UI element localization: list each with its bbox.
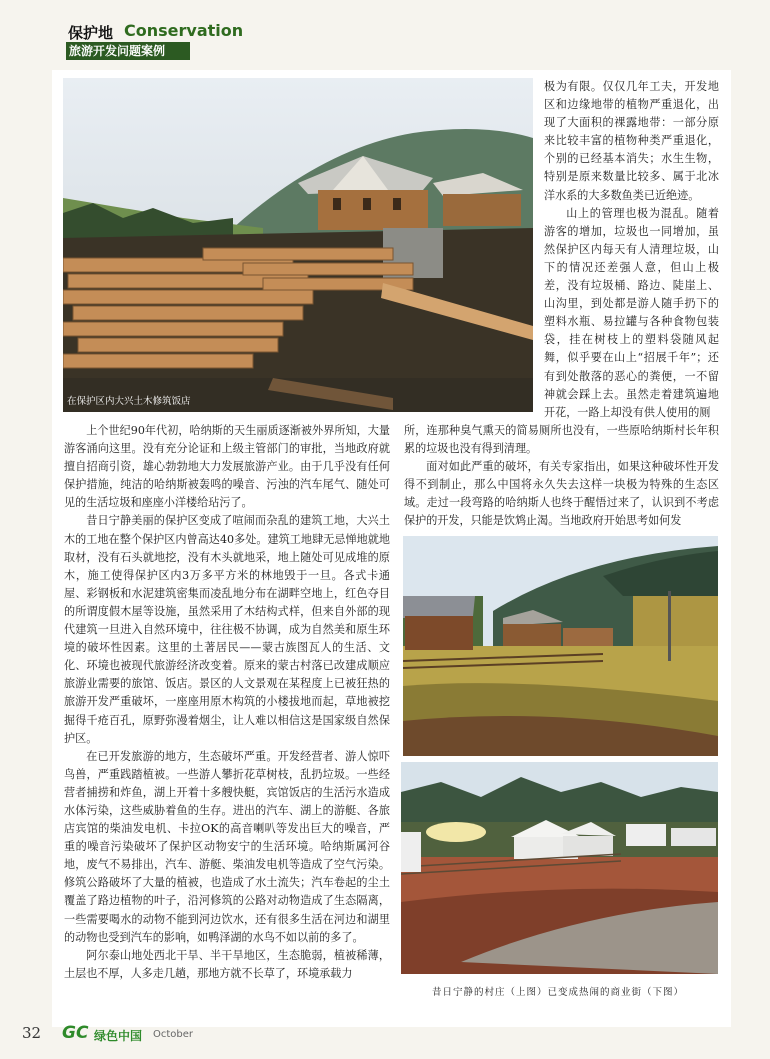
magazine-logo: GC bbox=[62, 1023, 89, 1043]
magazine-title: 绿色中国 bbox=[94, 1029, 143, 1043]
paragraph: 面对如此严重的破坏，有关专家指出，如果这种破坏性开发得不到制止，那么中国将永久失去这样一块极为特殊的生态区域。走过一段弯路的哈纳斯人也终于醒悟过来了，认识到不考虑保护的开发，只能是饮鸩止渴。当地政府开始思考如何发 bbox=[404, 460, 719, 528]
section-title-en: Conservation bbox=[124, 21, 244, 40]
construction-photo bbox=[63, 78, 533, 412]
issue-month: October bbox=[153, 1029, 194, 1040]
subsection-banner: 旅游开发问题案例 bbox=[66, 42, 190, 60]
village-photo bbox=[403, 536, 718, 756]
right-column-middle bbox=[404, 422, 719, 531]
section-title-cn: 保护地 bbox=[68, 24, 114, 42]
paragraph: 极为有限。仅仅几年工夫，开发地区和边缘地带的植物严重退化，出现了大面积的裸露地带：一部分原来比较丰富的植物种类严重退化，个别的已经基本消失；水生生物，特别是原来数量比较多、属于北冰洋水系的大多数鱼类已近绝迹。 bbox=[544, 80, 719, 202]
paragraph: 所，连那种臭气熏天的简易厕所也没有，一些原哈纳斯村长年积累的垃圾也没有得到清理。 bbox=[404, 424, 719, 456]
paragraph: 山上的管理也极为混乱。随着游客的增加，垃圾也一同增加，虽然保护区内每天有人清理垃圾，山下的情况还差强人意，但山上极差，没有垃圾桶、路边、陡崖上、山沟里，到处都是游人随手扔下的塑料水瓶、易拉罐与各种食物包装袋，挂在树枝上的塑料袋随风起舞，似乎要在山上“招展千年”；还有到处散落的恶心的粪便，一不留神就会踩上去。虽然走着建筑遍地开花，一路上却没有供人使用的厕 bbox=[544, 206, 719, 419]
right-column-top bbox=[544, 78, 719, 422]
bottom-photos-caption: 昔日宁静的村庄（上图）已变成热闹的商业街（下图） bbox=[432, 987, 685, 998]
paragraph: 昔日宁静美丽的保护区变成了喧闹而杂乱的建筑工地，大兴土木的工地在整个保护区内曾高达40多处。建筑工地肆无忌惮地就地取材，没有石头就地挖，没有木头就地采，地上随处可见成堆的原木，施工使得保护区内3万多平方米的林地毁于一旦。各式卡通屋、彩钢板和水泥建筑密集而凌乱地分布在湖畔空地上，红色夺目的所谓度假木屋等设施，虽然采用了木结构式样，但来自外部的现代建筑一旦进入自然环境中，往往极不协调，成为自然美和原生环境的破坏性因素。这里的土著居民——蒙古族图瓦人的生活、文化、环境也被现代旅游经济改变着。原来的蒙古村落已改建成顺应旅游业需要的旅馆、饭店。景区的人文景观在某程度上已被狂热的旅游开发严重破坏，一座座用原木构筑的小楼拔地而起，草地被挖掘得千疮百孔，原野弥漫着烟尘，让人难以相信这是国家级自然保护区。 bbox=[64, 514, 390, 745]
paragraph: 在已开发旅游的地方，生态破坏严重。开发经营者、游人惊吓鸟兽，严重践踏植被。一些游人攀折花草树枝，乱扔垃圾。一些经营者捕捞和炸鱼，湖上开着十多艘快艇，宾馆饭店的生活污水造成水体污染，这些威胁着鱼的生存。进出的汽车、湖上的游艇、各旅店宾馆的柴油发电机、卡拉OK的高音喇叭等发出巨大的噪音，严重的噪音污染破坏了保护区动物安宁的生活环境。哈纳斯属河谷地，废气不易排出，汽车、游艇、柴油发电机等造成了空气污染。修筑公路破坏了大量的植被，也造成了水土流失；汽车卷起的尘土覆盖了路边植物的叶子，沿河修筑的公路对动物造成了生态隔离，一些需要喝水的动物不能到河边饮水，还有很多生活在河边和湖里的动物也受到汽车的影响，如鸭泽湖的水鸟不如以前的多了。 bbox=[64, 749, 390, 944]
page-number: 32 bbox=[22, 1024, 42, 1042]
left-column-body bbox=[64, 422, 390, 983]
paragraph: 上个世纪90年代初，哈纳斯的天生丽质逐渐被外界所知，大量游客涌向这里。没有充分论证和上级主管部门的审批，当地政府就擅自招商引资，雄心勃勃地大力发展旅游产业。由于几乎没有任何保护措施，纯洁的哈纳斯被轰鸣的噪音、污浊的汽车尾气、随处可见的生活垃圾和座座小洋楼给玷污了。 bbox=[64, 424, 390, 510]
top-photo-caption: 在保护区内大兴土木修筑饭店 bbox=[67, 396, 191, 407]
paragraph: 阿尔泰山地处西北干旱、半干旱地区，生态脆弱，植被稀薄，土层也不厚，人多走几趟，那地方就不长草了，环境承载力 bbox=[64, 948, 390, 980]
commercial-street-photo bbox=[401, 762, 718, 974]
